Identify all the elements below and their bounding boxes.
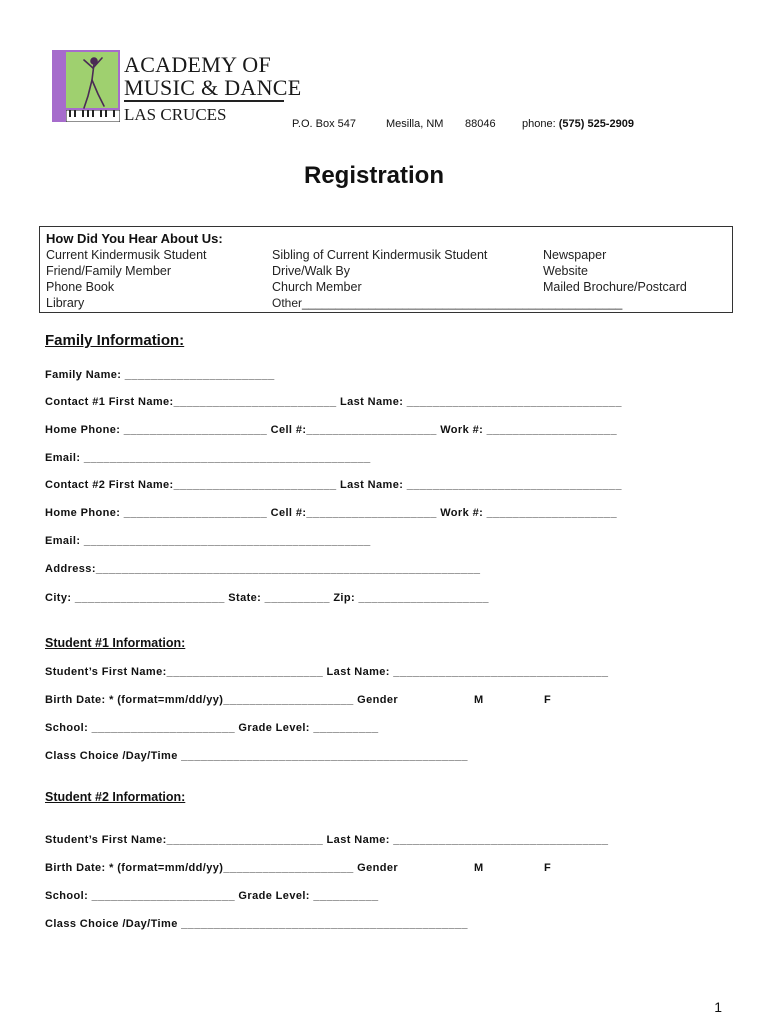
hear-option[interactable]: Drive/Walk By — [272, 264, 351, 278]
family-info-heading: Family Information: — [45, 332, 185, 349]
logo-line-1: ACADEMY OF — [124, 52, 272, 77]
student2-name-field[interactable]: Student’s First Name:________________________ Last Name: _________________________________ — [45, 834, 609, 846]
student2-birth-field[interactable]: Birth Date: * (format=mm/dd/yy)____________________ Gender — [45, 862, 399, 874]
hear-option[interactable]: Friend/Family Member — [46, 264, 172, 278]
hear-about-heading: How Did You Hear About Us: — [46, 231, 223, 246]
dancer-icon — [70, 52, 118, 110]
hear-option[interactable]: Website — [543, 264, 588, 278]
student2-heading: Student #2 Information: — [45, 790, 186, 804]
po-box: P.O. Box 547 — [292, 118, 357, 130]
phone-number: (575) 525-2909 — [558, 118, 634, 130]
student2-gender-m[interactable]: M — [474, 862, 484, 874]
contact1-name-field[interactable]: Contact #1 First Name:_________________________ Last Name: _________________________________ — [45, 396, 622, 408]
phone-label: phone: — [522, 118, 556, 130]
zip: 88046 — [465, 118, 496, 130]
hear-option[interactable]: Library — [46, 296, 85, 310]
page-number: 1 — [714, 999, 722, 1015]
city-state-zip-field[interactable]: City: _______________________ State: __________ Zip: ____________________ — [45, 592, 489, 604]
hear-option[interactable]: Sibling of Current Kindermusik Student — [272, 248, 488, 262]
hear-option-other[interactable]: Other________________________________________________ — [272, 296, 623, 310]
contact2-name-field[interactable]: Contact #2 First Name:_________________________ Last Name: _________________________________ — [45, 479, 622, 491]
student2-gender-f[interactable]: F — [544, 862, 552, 874]
student1-birth-field[interactable]: Birth Date: * (format=mm/dd/yy)____________________ Gender — [45, 694, 399, 706]
contact1-email-field[interactable]: Email: ____________________________________________ — [45, 452, 371, 464]
student1-gender-f[interactable]: F — [544, 694, 552, 706]
family-name-field[interactable]: Family Name: _______________________ — [45, 369, 275, 381]
phone — [522, 118, 634, 130]
hear-option[interactable]: Phone Book — [46, 280, 115, 294]
student1-school-field[interactable]: School: ______________________ Grade Level: __________ — [45, 722, 379, 734]
student2-school-field[interactable]: School: ______________________ Grade Level: __________ — [45, 890, 379, 902]
contact2-email-field[interactable]: Email: ____________________________________________ — [45, 535, 371, 547]
student1-heading: Student #1 Information: — [45, 636, 186, 650]
piano-keys-icon — [66, 110, 120, 122]
hear-option[interactable]: Newspaper — [543, 248, 607, 262]
student1-name-field[interactable]: Student’s First Name:________________________ Last Name: _________________________________ — [45, 666, 609, 678]
contact1-phone-field[interactable]: Home Phone: ______________________ Cell #:____________________ Work #: ____________________ — [45, 424, 617, 436]
logo-line-2: MUSIC & DANCE — [124, 75, 302, 100]
student1-gender-m[interactable]: M — [474, 694, 484, 706]
contact2-phone-field[interactable]: Home Phone: ______________________ Cell #:____________________ Work #: ____________________ — [45, 507, 617, 519]
hear-option[interactable]: Current Kindermusik Student — [46, 248, 207, 262]
logo-divider — [124, 100, 284, 102]
hear-option[interactable]: Church Member — [272, 280, 362, 294]
logo-line-3: LAS CRUCES — [124, 105, 227, 124]
hear-option[interactable]: Mailed Brochure/Postcard — [543, 280, 687, 294]
page-title: Registration — [303, 162, 444, 189]
address-field[interactable]: Address:___________________________________________________________ — [45, 563, 481, 575]
student1-class-field[interactable]: Class Choice /Day/Time ____________________________________________ — [45, 750, 468, 762]
student2-class-field[interactable]: Class Choice /Day/Time ____________________________________________ — [45, 918, 468, 930]
city: Mesilla, NM — [386, 118, 444, 130]
